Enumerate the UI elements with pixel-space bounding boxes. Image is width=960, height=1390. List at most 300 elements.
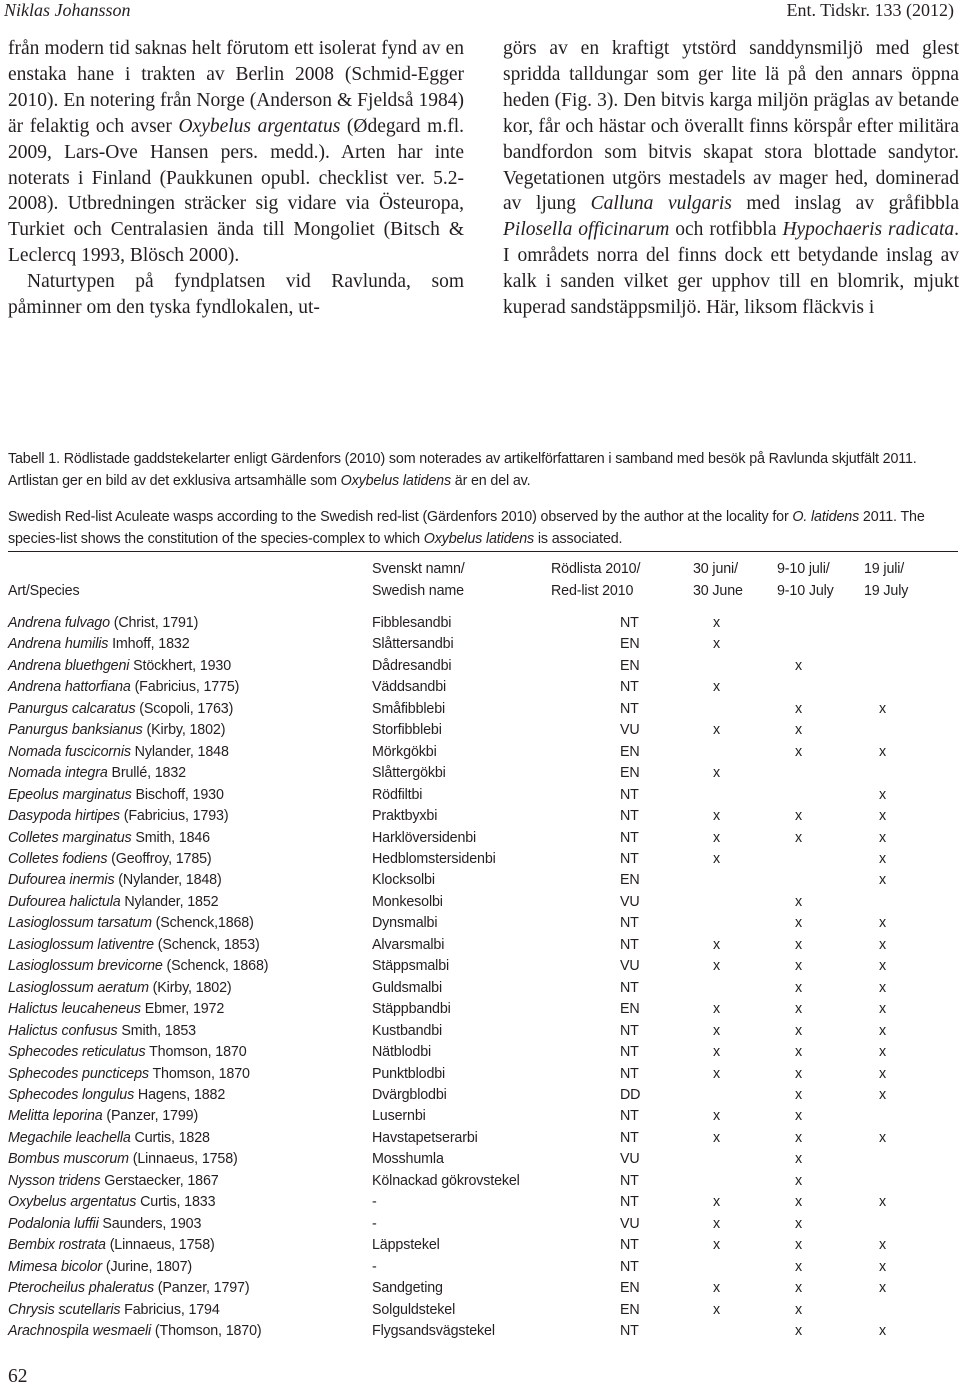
observation-mark-july19: x bbox=[879, 1129, 886, 1146]
observation-mark-june30: x bbox=[713, 679, 720, 696]
species-authority: Thomson, 1870 bbox=[145, 1044, 247, 1061]
species-cell bbox=[8, 1021, 372, 1042]
redlist-status: NT bbox=[620, 1129, 639, 1146]
observation-mark-june30: x bbox=[713, 829, 720, 846]
species-name: Oxybelus argentatus bbox=[178, 115, 341, 137]
body-text: (Ødegard m.fl. 2009, Lars-Ove Hansen pers. medd.). Arten har inte noterats i Finland (Paukkunen opubl. checklist ver. 5.2-2008). Utbredningen sträcker sig vidare via Östeuropa, Turkiet och Centralasien ända till Mongoliet (Bitsch & Leclercq 1993, Blösch 2000). bbox=[8, 115, 464, 267]
species-cell bbox=[8, 1171, 372, 1192]
table-row bbox=[8, 978, 960, 999]
observation-mark-july9-10: x bbox=[795, 1001, 802, 1018]
running-header-author: Niklas Johansson bbox=[4, 0, 131, 20]
observation-mark-june30 bbox=[693, 892, 777, 913]
table-row bbox=[8, 1257, 960, 1278]
species-scientific-name: Epeolus marginatus bbox=[8, 786, 132, 803]
observation-mark-july9-10 bbox=[777, 763, 864, 784]
redlist-status: DD bbox=[620, 1086, 641, 1103]
page-number: 62 bbox=[8, 1366, 28, 1387]
observation-mark-july19 bbox=[864, 634, 960, 655]
swedish-name-cell: Nätblodbi bbox=[372, 1044, 432, 1061]
observation-mark-june30 bbox=[693, 870, 777, 891]
observation-mark-july9-10 bbox=[777, 870, 864, 891]
observation-mark-july19: x bbox=[879, 979, 886, 996]
table-row bbox=[8, 677, 960, 698]
redlist-status: EN bbox=[620, 657, 640, 674]
observation-mark-july19 bbox=[864, 1171, 960, 1192]
observation-mark-july19: x bbox=[879, 872, 886, 889]
species-scientific-name: Halictus confusus bbox=[8, 1022, 118, 1039]
observation-mark-july9-10: x bbox=[795, 1280, 802, 1297]
observation-mark-july9-10: x bbox=[795, 1172, 802, 1189]
observation-mark-july19: x bbox=[879, 958, 886, 975]
redlist-status: NT bbox=[620, 829, 639, 846]
body-text: . I områdets norra del finns dock ett betydande inslag av kalk i sanden vilket ger upphov till en blomrik, mjukt kuperad sandstäppsmiljö. Här, liksom fläckvis i bbox=[503, 219, 959, 319]
redlist-status: NT bbox=[620, 979, 639, 996]
swedish-name-cell: Stäppsmalbi bbox=[372, 958, 450, 975]
species-scientific-name: Megachile leachella bbox=[8, 1129, 131, 1146]
header-swedish-name: Svenskt namn/ bbox=[372, 561, 465, 577]
observation-mark-july9-10: x bbox=[795, 722, 802, 739]
observation-mark-june30: x bbox=[713, 722, 720, 739]
observation-mark-july9-10 bbox=[777, 785, 864, 806]
header-redlist: Red-list 2010 bbox=[551, 583, 634, 599]
species-authority: Saunders, 1903 bbox=[98, 1215, 202, 1232]
observation-mark-july9-10: x bbox=[795, 1086, 802, 1103]
swedish-name-cell: Kölnackad gökrovstekel bbox=[372, 1172, 520, 1189]
caption-text: 2011. The species-list shows the constitution of the species-complex to which bbox=[8, 509, 925, 547]
species-authority: (Schenck, 1853) bbox=[153, 936, 260, 953]
observation-mark-june30: x bbox=[713, 1280, 720, 1297]
observation-mark-june30: x bbox=[713, 636, 720, 653]
swedish-name-cell: Solguldstekel bbox=[372, 1301, 456, 1318]
swedish-name-cell: Monkesolbi bbox=[372, 893, 443, 910]
observation-mark-july19: x bbox=[879, 1237, 886, 1254]
swedish-name-cell: Hedblomstersidenbi bbox=[372, 850, 496, 867]
header-row bbox=[8, 558, 960, 580]
table-row bbox=[8, 1128, 960, 1149]
header-swedish-name: Swedish name bbox=[372, 583, 464, 599]
species-cell bbox=[8, 1042, 372, 1063]
table-row bbox=[8, 720, 960, 741]
observation-mark-july19: x bbox=[879, 1280, 886, 1297]
observation-mark-july9-10 bbox=[777, 849, 864, 870]
observation-mark-july19: x bbox=[879, 936, 886, 953]
species-cell bbox=[8, 1235, 372, 1256]
body-column-right bbox=[503, 36, 959, 321]
observation-mark-june30: x bbox=[713, 765, 720, 782]
species-scientific-name: Lasioglossum lativentre bbox=[8, 936, 154, 953]
observation-mark-june30 bbox=[693, 1321, 777, 1342]
swedish-name-cell: Lusernbi bbox=[372, 1108, 426, 1125]
table-row bbox=[8, 1235, 960, 1256]
observation-mark-july9-10: x bbox=[795, 1301, 802, 1318]
species-scientific-name: Andrena hattorfiana bbox=[8, 679, 131, 696]
species-cell bbox=[8, 1064, 372, 1085]
observation-mark-july9-10: x bbox=[795, 1044, 802, 1061]
species-authority: Stöckhert, 1930 bbox=[129, 657, 232, 674]
swedish-name-cell: Storfibblebi bbox=[372, 722, 442, 739]
header-date-3: 19 juli/ bbox=[864, 561, 905, 577]
species-cell bbox=[8, 1106, 372, 1127]
observation-mark-july19: x bbox=[879, 850, 886, 867]
species-cell bbox=[8, 613, 372, 634]
species-cell bbox=[8, 1300, 372, 1321]
species-authority: (Christ, 1791) bbox=[109, 615, 199, 631]
table-row bbox=[8, 849, 960, 870]
species-cell bbox=[8, 913, 372, 934]
table-row bbox=[8, 999, 960, 1020]
redlist-status: NT bbox=[620, 1258, 639, 1275]
redlist-status: NT bbox=[620, 615, 639, 631]
observation-mark-july19 bbox=[864, 613, 960, 634]
caption-text: is associated. bbox=[534, 530, 623, 547]
table-caption-english bbox=[8, 507, 958, 550]
species-authority: Hagens, 1882 bbox=[134, 1086, 226, 1103]
observation-mark-july9-10 bbox=[777, 613, 864, 634]
table-row bbox=[8, 1192, 960, 1213]
observation-mark-july9-10: x bbox=[795, 1194, 802, 1211]
table-row bbox=[8, 1064, 960, 1085]
redlist-status: NT bbox=[620, 1322, 639, 1339]
observation-mark-july9-10: x bbox=[795, 979, 802, 996]
species-authority: (Panzer, 1797) bbox=[153, 1280, 250, 1297]
observation-mark-july19: x bbox=[879, 1065, 886, 1082]
species-authority: (Linnaeus, 1758) bbox=[128, 1151, 238, 1168]
species-scientific-name: Panurgus calcaratus bbox=[8, 700, 136, 717]
redlist-status: EN bbox=[620, 765, 640, 782]
observation-mark-july9-10 bbox=[777, 677, 864, 698]
species-authority: (Thomson, 1870) bbox=[151, 1322, 262, 1339]
caption-text: Tabell 1. Rödlistade gaddstekelarter enligt Gärdenfors (2010) som noterades av artikelförfattaren i samband med besök på Ravlunda skjutfält 2011. Artlistan ger en bild av det exklusiva artsamhälle som bbox=[8, 451, 917, 489]
observation-mark-july9-10: x bbox=[795, 1065, 802, 1082]
observation-mark-july19 bbox=[864, 720, 960, 741]
swedish-name-cell: Mosshumla bbox=[372, 1151, 444, 1168]
species-cell bbox=[8, 1149, 372, 1170]
species-scientific-name: Mimesa bicolor bbox=[8, 1258, 103, 1275]
observation-mark-june30 bbox=[693, 1257, 777, 1278]
observation-mark-june30 bbox=[693, 1149, 777, 1170]
swedish-name-cell: Praktbyxbi bbox=[372, 808, 438, 825]
body-text: Naturtypen på fyndplatsen vid Ravlunda, som påminner om den tyska fyndlokalen, ut- bbox=[8, 271, 464, 319]
species-cell bbox=[8, 828, 372, 849]
observation-mark-june30 bbox=[693, 913, 777, 934]
table-row bbox=[8, 763, 960, 784]
observation-mark-july19: x bbox=[879, 1001, 886, 1018]
observation-mark-july19: x bbox=[879, 829, 886, 846]
species-scientific-name: Lasioglossum tarsatum bbox=[8, 915, 152, 932]
observation-mark-june30: x bbox=[713, 1044, 720, 1061]
redlist-status: EN bbox=[620, 872, 640, 889]
observation-mark-june30: x bbox=[713, 1301, 720, 1318]
swedish-name-cell: Småfibblebi bbox=[372, 700, 446, 717]
table-row bbox=[8, 613, 960, 634]
species-authority: (Panzer, 1799) bbox=[102, 1108, 199, 1125]
redlist-status: NT bbox=[620, 1172, 639, 1189]
species-cell bbox=[8, 1192, 372, 1213]
species-authority: (Geoffroy, 1785) bbox=[107, 850, 212, 867]
species-cell bbox=[8, 978, 372, 999]
observation-mark-july9-10: x bbox=[795, 808, 802, 825]
species-scientific-name: Lasioglossum aeratum bbox=[8, 979, 149, 996]
running-header-journal: Ent. Tidskr. 133 (2012) bbox=[786, 0, 954, 20]
observation-mark-july19: x bbox=[879, 1258, 886, 1275]
observation-mark-july19: x bbox=[879, 1022, 886, 1039]
observation-mark-june30: x bbox=[713, 1065, 720, 1082]
observation-mark-june30: x bbox=[713, 808, 720, 825]
species-scientific-name: Podalonia luffii bbox=[8, 1215, 99, 1232]
table-row bbox=[8, 785, 960, 806]
redlist-status: EN bbox=[620, 1301, 640, 1318]
species-name: O. latidens bbox=[792, 509, 860, 525]
species-cell bbox=[8, 956, 372, 977]
species-scientific-name: Panurgus banksianus bbox=[8, 722, 143, 739]
swedish-name-cell: Slåttergökbi bbox=[372, 765, 446, 782]
table-row bbox=[8, 806, 960, 827]
observation-mark-june30 bbox=[693, 1171, 777, 1192]
observation-mark-june30 bbox=[693, 742, 777, 763]
header-date-2: 9-10 July bbox=[777, 583, 834, 599]
table-row bbox=[8, 1021, 960, 1042]
observation-mark-july19 bbox=[864, 763, 960, 784]
observation-mark-july9-10: x bbox=[795, 700, 802, 717]
observation-mark-july9-10: x bbox=[795, 1129, 802, 1146]
observation-mark-july19: x bbox=[879, 700, 886, 717]
swedish-name-cell: Sandgeting bbox=[372, 1280, 443, 1297]
table-row bbox=[8, 634, 960, 655]
table-row bbox=[8, 828, 960, 849]
observation-mark-july19 bbox=[864, 1149, 960, 1170]
table-row bbox=[8, 742, 960, 763]
species-cell bbox=[8, 1214, 372, 1235]
species-scientific-name: Bembix rostrata bbox=[8, 1237, 106, 1254]
observation-mark-july9-10: x bbox=[795, 958, 802, 975]
observation-mark-june30: x bbox=[713, 958, 720, 975]
caption-text: är en del av. bbox=[450, 472, 531, 489]
species-cell bbox=[8, 806, 372, 827]
species-cell bbox=[8, 699, 372, 720]
species-authority: Smith, 1853 bbox=[117, 1022, 196, 1039]
redlist-status: EN bbox=[620, 636, 640, 653]
table-caption-swedish bbox=[8, 449, 958, 492]
observation-mark-june30 bbox=[693, 785, 777, 806]
swedish-name-cell: Kustbandbi bbox=[372, 1022, 443, 1039]
species-cell bbox=[8, 742, 372, 763]
species-cell bbox=[8, 763, 372, 784]
observation-mark-june30 bbox=[693, 699, 777, 720]
species-authority: (Fabricius, 1775) bbox=[130, 679, 240, 696]
observation-mark-july9-10: x bbox=[795, 1322, 802, 1339]
species-scientific-name: Andrena bluethgeni bbox=[8, 657, 130, 674]
body-paragraph bbox=[503, 36, 959, 321]
table-row bbox=[8, 892, 960, 913]
table-top-rule bbox=[8, 551, 958, 552]
observation-mark-july19: x bbox=[879, 1086, 886, 1103]
species-authority: Imhoff, 1832 bbox=[108, 636, 190, 653]
swedish-name-cell: Läppstekel bbox=[372, 1237, 440, 1254]
species-authority: (Fabricius, 1793) bbox=[119, 808, 229, 825]
redlist-status: NT bbox=[620, 808, 639, 825]
swedish-name-cell: Väddsandbi bbox=[372, 679, 447, 696]
redlist-status: NT bbox=[620, 1194, 639, 1211]
observation-mark-june30: x bbox=[713, 850, 720, 867]
observation-mark-july9-10: x bbox=[795, 936, 802, 953]
observation-mark-july19 bbox=[864, 656, 960, 677]
redlist-status: VU bbox=[620, 958, 640, 975]
swedish-name-cell: Dådresandbi bbox=[372, 657, 452, 674]
caption-text: Swedish Red-list Aculeate wasps according to the Swedish red-list (Gärdenfors 2010) observed by the author at the locality for bbox=[8, 509, 793, 525]
swedish-name-cell: - bbox=[372, 1258, 377, 1275]
species-scientific-name: Sphecodes puncticeps bbox=[8, 1065, 149, 1082]
swedish-name-cell: Mörkgökbi bbox=[372, 743, 437, 760]
observation-mark-july9-10: x bbox=[795, 893, 802, 910]
observation-mark-july9-10: x bbox=[795, 1237, 802, 1254]
observation-mark-june30 bbox=[693, 656, 777, 677]
table-row bbox=[8, 656, 960, 677]
species-authority: Fabricius, 1794 bbox=[120, 1301, 220, 1318]
observation-mark-july9-10: x bbox=[795, 915, 802, 932]
swedish-name-cell: Fibblesandbi bbox=[372, 615, 452, 631]
observation-mark-july19: x bbox=[879, 1044, 886, 1061]
observation-mark-july19 bbox=[864, 892, 960, 913]
observation-mark-june30: x bbox=[713, 1022, 720, 1039]
species-scientific-name: Nysson tridens bbox=[8, 1172, 101, 1189]
species-cell bbox=[8, 935, 372, 956]
table-row bbox=[8, 913, 960, 934]
observation-mark-july19: x bbox=[879, 808, 886, 825]
species-scientific-name: Nomada integra bbox=[8, 765, 108, 782]
swedish-name-cell: - bbox=[372, 1194, 377, 1211]
observation-mark-july19 bbox=[864, 1300, 960, 1321]
species-authority: Gerstaecker, 1867 bbox=[100, 1172, 219, 1189]
species-cell bbox=[8, 999, 372, 1020]
observation-mark-july9-10 bbox=[777, 634, 864, 655]
observation-mark-july19: x bbox=[879, 743, 886, 760]
observation-mark-july9-10: x bbox=[795, 657, 802, 674]
observation-mark-july9-10: x bbox=[795, 1215, 802, 1232]
species-scientific-name: Arachnospila wesmaeli bbox=[8, 1322, 152, 1339]
table-row bbox=[8, 1214, 960, 1235]
species-authority: Brullé, 1832 bbox=[107, 765, 186, 782]
redlist-status: NT bbox=[620, 936, 639, 953]
header-date-1: 30 juni/ bbox=[693, 561, 738, 577]
table-row bbox=[8, 699, 960, 720]
observation-mark-july19: x bbox=[879, 1322, 886, 1339]
species-cell bbox=[8, 849, 372, 870]
table-row bbox=[8, 1321, 960, 1342]
redlist-status: EN bbox=[620, 1001, 640, 1018]
swedish-name-cell: Dynsmalbi bbox=[372, 915, 438, 932]
species-scientific-name: Andrena humilis bbox=[8, 636, 109, 653]
redlist-status: NT bbox=[620, 1044, 639, 1061]
species-scientific-name: Colletes marginatus bbox=[8, 829, 132, 846]
redlist-status: EN bbox=[620, 1280, 640, 1297]
redlist-status: NT bbox=[620, 915, 639, 932]
species-scientific-name: Dufourea halictula bbox=[8, 893, 121, 910]
table-row bbox=[8, 1085, 960, 1106]
redlist-status: NT bbox=[620, 679, 639, 696]
redlist-status: NT bbox=[620, 1237, 639, 1254]
observation-mark-june30: x bbox=[713, 1215, 720, 1232]
table-row bbox=[8, 935, 960, 956]
observation-mark-july9-10: x bbox=[795, 1022, 802, 1039]
swedish-name-cell: Flygsandsvägstekel bbox=[372, 1322, 495, 1339]
observation-mark-july9-10: x bbox=[795, 1108, 802, 1125]
species-authority: Nylander, 1848 bbox=[130, 743, 229, 760]
species-scientific-name: Halictus leucaheneus bbox=[8, 1001, 141, 1018]
species-table bbox=[8, 558, 960, 1342]
species-cell bbox=[8, 1321, 372, 1342]
swedish-name-cell: - bbox=[372, 1215, 377, 1232]
header-row bbox=[8, 580, 960, 613]
table-row bbox=[8, 956, 960, 977]
species-cell bbox=[8, 892, 372, 913]
species-authority: (Scopoli, 1763) bbox=[135, 700, 234, 717]
observation-mark-july9-10: x bbox=[795, 1258, 802, 1275]
observation-mark-july19 bbox=[864, 1214, 960, 1235]
species-authority: (Schenck,1868) bbox=[151, 915, 254, 932]
swedish-name-cell: Harklöversidenbi bbox=[372, 829, 477, 846]
header-species: Art/Species bbox=[8, 583, 80, 599]
observation-mark-july19: x bbox=[879, 915, 886, 932]
species-authority: Curtis, 1833 bbox=[136, 1194, 216, 1211]
species-name: Pilosella officinarum bbox=[503, 219, 670, 241]
observation-mark-june30: x bbox=[713, 1108, 720, 1125]
swedish-name-cell: Rödfiltbi bbox=[372, 786, 423, 803]
species-scientific-name: Lasioglossum brevicorne bbox=[8, 958, 163, 975]
species-name: Hypochaeris radicata bbox=[782, 219, 955, 241]
species-scientific-name: Nomada fuscicornis bbox=[8, 743, 131, 760]
species-scientific-name: Melitta leporina bbox=[8, 1108, 103, 1125]
redlist-status: VU bbox=[620, 1151, 640, 1168]
redlist-status: NT bbox=[620, 850, 639, 867]
species-authority: (Linnaeus, 1758) bbox=[105, 1237, 215, 1254]
table-row bbox=[8, 1300, 960, 1321]
swedish-name-cell: Alvarsmalbi bbox=[372, 936, 445, 953]
species-scientific-name: Oxybelus argentatus bbox=[8, 1194, 137, 1211]
observation-mark-june30: x bbox=[713, 1194, 720, 1211]
running-header bbox=[0, 0, 960, 24]
table-row bbox=[8, 1106, 960, 1127]
table-row bbox=[8, 1042, 960, 1063]
swedish-name-cell: Dvärgblodbi bbox=[372, 1086, 447, 1103]
species-authority: Nylander, 1852 bbox=[120, 893, 219, 910]
species-scientific-name: Dasypoda hirtipes bbox=[8, 808, 120, 825]
species-authority: Smith, 1846 bbox=[131, 829, 210, 846]
observation-mark-july9-10: x bbox=[795, 743, 802, 760]
species-cell bbox=[8, 1085, 372, 1106]
observation-mark-june30: x bbox=[713, 1237, 720, 1254]
table-body bbox=[8, 613, 960, 1342]
species-authority: (Kirby, 1802) bbox=[142, 722, 226, 739]
species-cell bbox=[8, 677, 372, 698]
observation-mark-july9-10: x bbox=[795, 1151, 802, 1168]
species-cell bbox=[8, 785, 372, 806]
species-authority: Ebmer, 1972 bbox=[140, 1001, 225, 1018]
observation-mark-june30 bbox=[693, 978, 777, 999]
species-scientific-name: Pterocheilus phaleratus bbox=[8, 1280, 154, 1297]
observation-mark-june30: x bbox=[713, 1001, 720, 1018]
swedish-name-cell: Slåttersandbi bbox=[372, 636, 454, 653]
observation-mark-july19 bbox=[864, 1106, 960, 1127]
observation-mark-june30 bbox=[693, 1085, 777, 1106]
species-cell bbox=[8, 1257, 372, 1278]
species-authority: (Jurine, 1807) bbox=[102, 1258, 192, 1275]
body-text: och rotfibbla bbox=[669, 219, 783, 241]
species-cell bbox=[8, 1278, 372, 1299]
species-authority: Bischoff, 1930 bbox=[131, 786, 224, 803]
species-authority: (Nylander, 1848) bbox=[114, 872, 222, 889]
header-cell bbox=[8, 558, 372, 580]
redlist-status: VU bbox=[620, 722, 640, 739]
